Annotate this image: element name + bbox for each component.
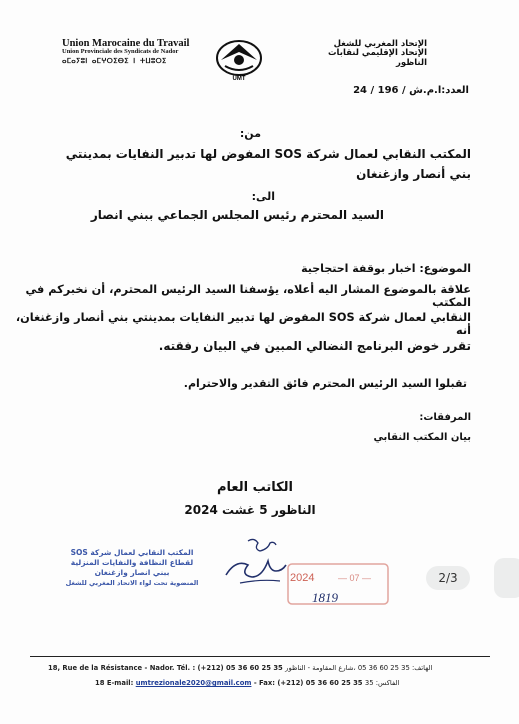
closing-line: تقبلوا السيد الرئيس المحترم فائق التقدير والاحترام. — [183, 377, 467, 390]
org-name-french: Union Marocaine du Travail — [62, 38, 190, 49]
to-text: السيد المحترم رئيس المجلس الجماعي ببني انصار — [90, 208, 384, 222]
footer-fax: - Fax: (+212) 05 36 60 25 35 — [253, 679, 363, 687]
stamp-line-2: لقطاع النظافة والنفايات المنزلية — [70, 558, 194, 567]
body-line-1: علاقة بالموضوع المشار اليه أعلاه، يؤسفنا السيد الرئيس المحترم، أن نخبركم في المكتب — [25, 283, 471, 309]
attachments-label: المرفقات: — [419, 412, 471, 423]
reference-number: العدد:ا.م.ش / 196 / 24 — [353, 85, 469, 96]
page-indicator[interactable]: 2/3 — [426, 566, 470, 590]
received-stamp-year: 2024 — [290, 572, 315, 584]
org-name-arabic: الإتحاد المغربي للشغل — [333, 39, 427, 49]
to-label: الى: — [251, 190, 275, 203]
received-stamp-number: 1819 — [312, 590, 338, 605]
stamp-line-4: المنضوية تحت لواء الاتحاد المغربي للشغل — [65, 579, 199, 587]
footer-address-arabic: الهاتف: 35 25 60 36 05 ،شارع المقاومة - الناظور — [285, 664, 433, 672]
umt-logo-icon — [213, 38, 265, 82]
attachments-item: بيان المكتب النقابي — [373, 432, 471, 443]
from-label: من: — [239, 127, 261, 140]
handwritten-signature-icon — [220, 533, 290, 593]
signatory-title: الكاتب العام — [216, 480, 294, 495]
from-text: المكتب النقابي لعمال شركة SOS المفوض لها تدبير النفايات بمدينتي بني أنصار وازغنغان — [65, 147, 471, 181]
received-date-stamp — [286, 562, 390, 608]
org-subtitle-arabic: الإتحاد الإقليمي لنقابات الناظور — [328, 48, 427, 68]
footer-email-link[interactable]: umtrezionale2020@gmail.com — [135, 679, 252, 687]
org-name-tifinagh: ⴰⵎⴰⵢⵓⵏ ⴰⵎⵖⵔⵉⴱⵉ ⵏ ⵜⵡⵓⵔⵉ — [62, 56, 167, 65]
header-french — [62, 38, 212, 65]
org-subtitle-french: Union Provinciale des Syndicats de Nador — [62, 48, 179, 56]
svg-text:— 07 —: — 07 — — [338, 573, 372, 583]
logo-text: UMT — [232, 76, 246, 82]
footer-address-french: 18, Rue de la Résistance - Nador. Tél. : (+212) 05 36 60 25 35 — [48, 664, 283, 672]
body-line-2: النقابي لعمال شركة SOS المفوض لها تدبير النفايات بمدينتي بني أنصار وازغنغان، أنه — [15, 311, 471, 337]
subject-line: الموضوع: اخبار بوقفة احتجاجية — [301, 262, 471, 275]
next-page-handle[interactable] — [494, 558, 519, 598]
footer-fax-arabic: الفاكس: 35 — [364, 679, 400, 687]
header-arabic — [297, 40, 427, 68]
body-line-3: تقرر خوض البرنامج النضالي المبين في البيان رفقته. — [158, 339, 471, 353]
union-stamp — [52, 548, 212, 588]
footer-address — [48, 664, 432, 672]
footer-contact — [95, 679, 399, 687]
footer-email-label: 18 E-mail: — [95, 679, 134, 687]
stamp-line-1: المكتب النقابي لعمال شركة SOS — [70, 548, 194, 557]
signature-date: الناظور 5 غشت 2024 — [184, 503, 316, 517]
footer-divider — [30, 656, 490, 657]
stamp-line-3: ببني انصار وازغنغان — [94, 568, 170, 577]
